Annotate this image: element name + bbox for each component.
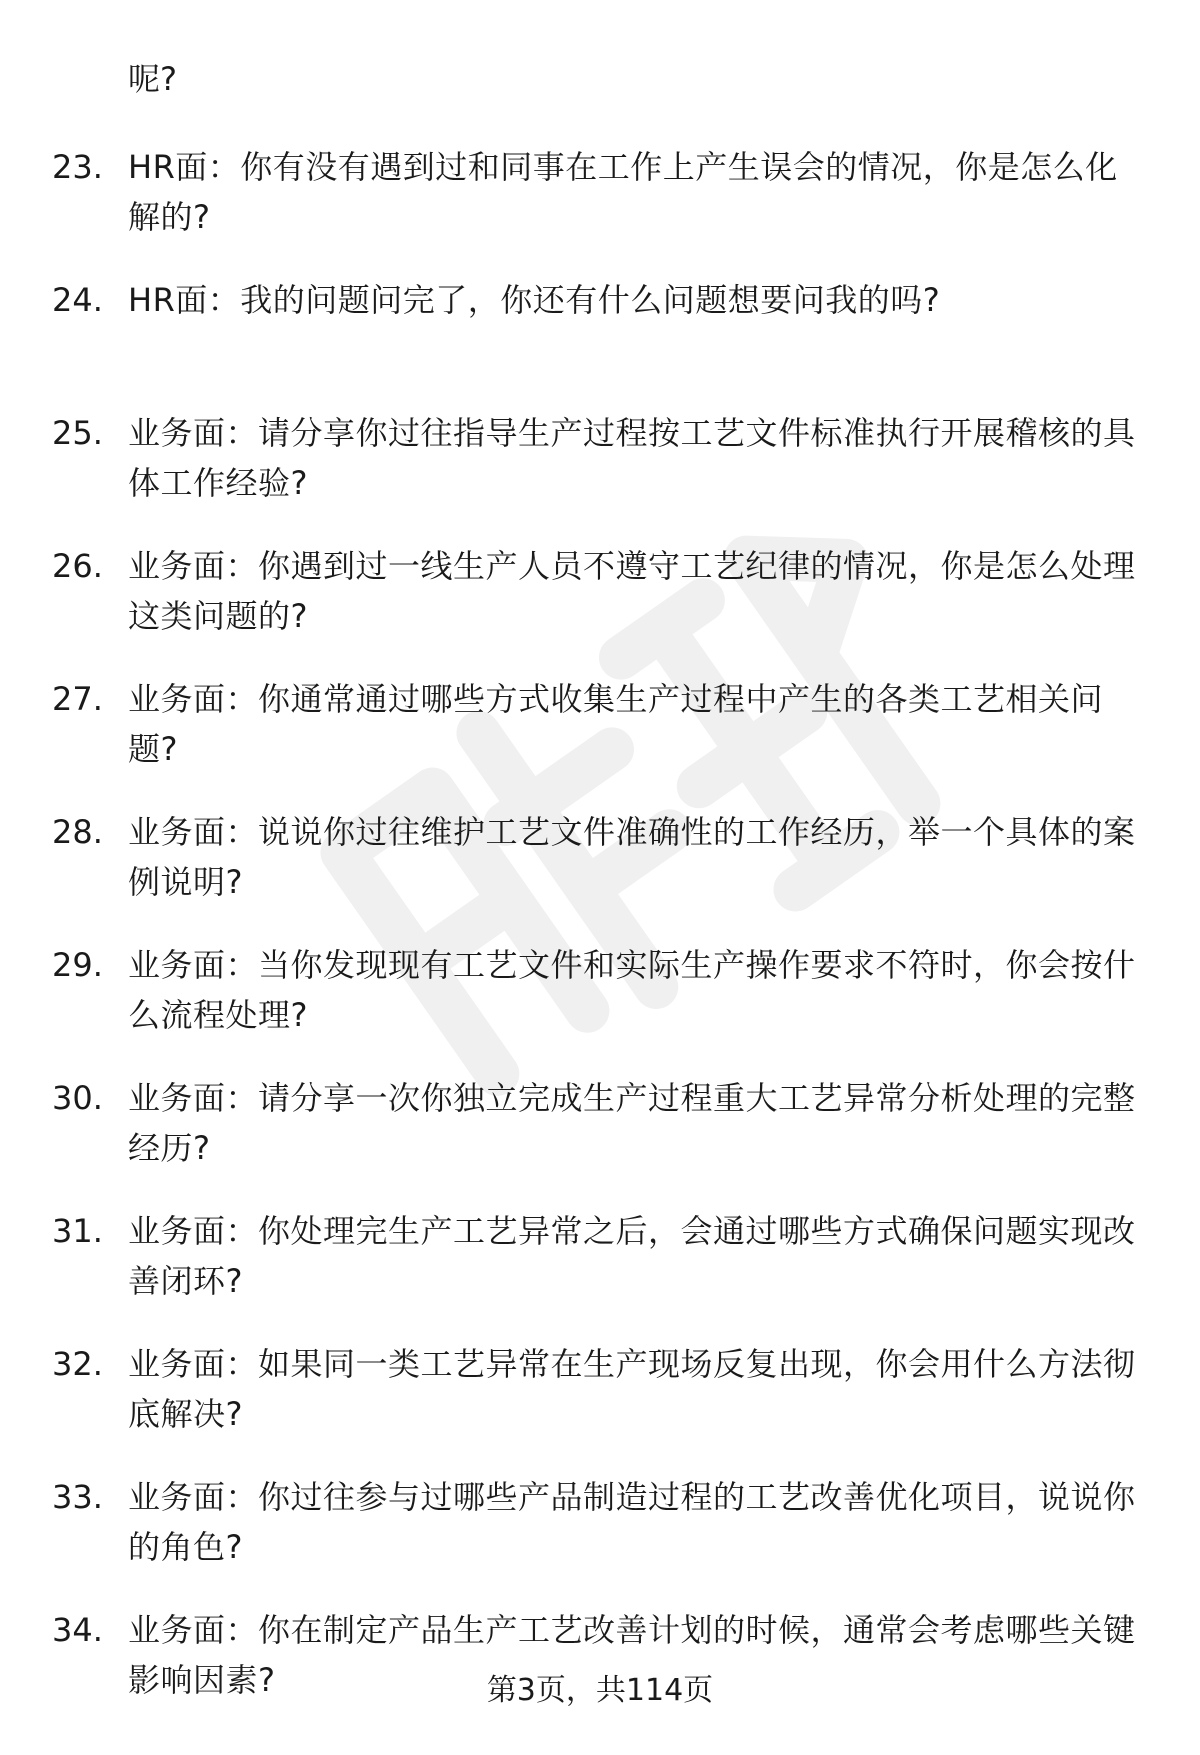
question-number: 32. — [52, 1345, 103, 1383]
question-number: 34. — [52, 1611, 103, 1649]
question-text: 业务面：说说你过往维护工艺文件准确性的工作经历，举一个具体的案例说明? — [128, 813, 1136, 901]
list-item — [0, 142, 1200, 275]
page-footer: 第3页，共114页 — [486, 1673, 714, 1708]
question-number: 25. — [52, 414, 103, 452]
list-item — [0, 1472, 1200, 1605]
question-text: 业务面：请分享你过往指导生产过程按工艺文件标准执行开展稽核的具体工作经验? — [128, 414, 1136, 502]
continued-question-text: 呢? — [128, 60, 177, 98]
question-text: 业务面：请分享一次你独立完成生产过程重大工艺异常分析处理的完整经历? — [128, 1079, 1136, 1167]
question-text: HR面：你有没有遇到过和同事在工作上产生误会的情况，你是怎么化解的? — [128, 148, 1118, 236]
list-item — [0, 275, 1200, 408]
question-number: 23. — [52, 148, 103, 186]
question-number: 28. — [52, 813, 103, 851]
list-item — [0, 807, 1200, 940]
question-number: 27. — [52, 680, 103, 718]
list-item — [0, 408, 1200, 541]
question-number: 29. — [52, 946, 103, 984]
question-text: 业务面：当你发现现有工艺文件和实际生产操作要求不符时，你会按什么流程处理? — [128, 946, 1136, 1034]
question-number: 31. — [52, 1212, 103, 1250]
list-item — [0, 940, 1200, 1073]
question-text: 业务面：你过往参与过哪些产品制造过程的工艺改善优化项目，说说你的角色? — [128, 1478, 1136, 1566]
list-item — [0, 541, 1200, 674]
question-text: 业务面：你遇到过一线生产人员不遵守工艺纪律的情况，你是怎么处理这类问题的? — [128, 547, 1136, 635]
question-number: 26. — [52, 547, 103, 585]
question-text: 业务面：你处理完生产工艺异常之后，会通过哪些方式确保问题实现改善闭环? — [128, 1212, 1136, 1300]
list-item — [0, 1206, 1200, 1339]
question-text: 业务面：如果同一类工艺异常在生产现场反复出现，你会用什么方法彻底解决? — [128, 1345, 1136, 1433]
question-text: HR面：我的问题问完了，你还有什么问题想要问我的吗? — [128, 281, 941, 319]
question-number: 24. — [52, 281, 103, 319]
list-item — [0, 1073, 1200, 1206]
question-list — [0, 142, 1200, 1738]
list-item — [0, 674, 1200, 807]
list-item — [0, 1339, 1200, 1472]
question-number: 30. — [52, 1079, 103, 1117]
question-text: 业务面：你在制定产品生产工艺改善计划的时候，通常会考虑哪些关键影响因素? — [128, 1611, 1136, 1699]
question-number: 33. — [52, 1478, 103, 1516]
question-text: 业务面：你通常通过哪些方式收集生产过程中产生的各类工艺相关问题? — [128, 680, 1104, 768]
